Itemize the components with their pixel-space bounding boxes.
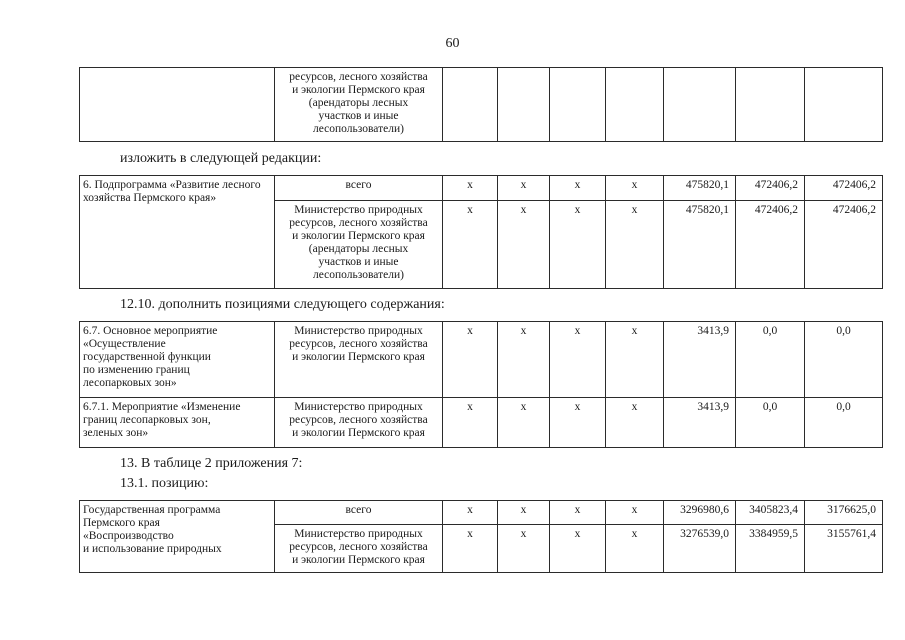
responsible-cell: ресурсов, лесного хозяйства и экологии Пермского края (арендаторы лесных участков и иные лесопользователи) bbox=[275, 68, 443, 142]
x-cell: х bbox=[550, 501, 606, 525]
responsible-cell: всего bbox=[275, 176, 443, 201]
table-measures bbox=[79, 321, 883, 448]
value-cell: 3296980,6 bbox=[664, 501, 736, 525]
table-cell bbox=[606, 68, 664, 142]
value-cell: 0,0 bbox=[736, 398, 805, 448]
value-cell: 3276539,0 bbox=[664, 525, 736, 573]
instruction-paragraph: 13. В таблице 2 приложения 7: bbox=[120, 456, 303, 471]
page-number: 60 bbox=[445, 36, 460, 51]
table-row bbox=[80, 501, 883, 525]
x-cell: х bbox=[498, 176, 550, 201]
x-cell: х bbox=[498, 398, 550, 448]
subprogram-name-cell: 6. Подпрограмма «Развитие лесного хозяйства Пермского края» bbox=[80, 176, 275, 289]
responsible-cell: Министерство природных ресурсов, лесного хозяйства и экологии Пермского края bbox=[275, 322, 443, 398]
x-cell: х bbox=[443, 322, 498, 398]
instruction-paragraph: 13.1. позицию: bbox=[120, 476, 209, 491]
value-cell: 472406,2 bbox=[736, 201, 805, 289]
value-cell: 472406,2 bbox=[805, 176, 883, 201]
instruction-paragraph: 12.10. дополнить позициями следующего содержания: bbox=[120, 297, 445, 312]
value-cell: 3405823,4 bbox=[736, 501, 805, 525]
table-row bbox=[80, 322, 883, 398]
table-row bbox=[80, 398, 883, 448]
x-cell: х bbox=[606, 525, 664, 573]
instruction-paragraph: изложить в следующей редакции: bbox=[120, 151, 322, 166]
responsible-cell: Министерство природных ресурсов, лесного хозяйства и экологии Пермского края (арендаторы лесных участков и иные лесопользователи) bbox=[275, 201, 443, 289]
x-cell: х bbox=[606, 322, 664, 398]
value-cell: 0,0 bbox=[805, 322, 883, 398]
table-row bbox=[80, 176, 883, 201]
x-cell: х bbox=[550, 525, 606, 573]
table-cell bbox=[805, 68, 883, 142]
value-cell: 0,0 bbox=[736, 322, 805, 398]
table-cell bbox=[443, 68, 498, 142]
program-name-cell: Государственная программа Пермского края «Воспроизводство и использование природных bbox=[80, 501, 275, 573]
table-subprogram bbox=[79, 175, 883, 289]
table-cell bbox=[80, 68, 275, 142]
x-cell: х bbox=[498, 525, 550, 573]
x-cell: х bbox=[606, 176, 664, 201]
measure-name-cell: 6.7. Основное мероприятие «Осуществление государственной функции по изменению границ лесопарковых зон» bbox=[80, 322, 275, 398]
table-program bbox=[79, 500, 883, 573]
table-previous-tail bbox=[79, 67, 883, 142]
value-cell: 3384959,5 bbox=[736, 525, 805, 573]
value-cell: 3413,9 bbox=[664, 398, 736, 448]
x-cell: х bbox=[498, 501, 550, 525]
x-cell: х bbox=[498, 322, 550, 398]
value-cell: 3176625,0 bbox=[805, 501, 883, 525]
table-cell bbox=[550, 68, 606, 142]
responsible-cell: всего bbox=[275, 501, 443, 525]
value-cell: 475820,1 bbox=[664, 176, 736, 201]
x-cell: х bbox=[443, 501, 498, 525]
responsible-cell: Министерство природных ресурсов, лесного хозяйства и экологии Пермского края bbox=[275, 525, 443, 573]
x-cell: х bbox=[443, 525, 498, 573]
value-cell: 3413,9 bbox=[664, 322, 736, 398]
responsible-cell: Министерство природных ресурсов, лесного хозяйства и экологии Пермского края bbox=[275, 398, 443, 448]
x-cell: х bbox=[443, 398, 498, 448]
x-cell: х bbox=[550, 201, 606, 289]
table-cell bbox=[498, 68, 550, 142]
x-cell: х bbox=[606, 201, 664, 289]
x-cell: х bbox=[550, 176, 606, 201]
x-cell: х bbox=[443, 201, 498, 289]
x-cell: х bbox=[550, 398, 606, 448]
value-cell: 0,0 bbox=[805, 398, 883, 448]
x-cell: х bbox=[443, 176, 498, 201]
value-cell: 3155761,4 bbox=[805, 525, 883, 573]
x-cell: х bbox=[550, 322, 606, 398]
value-cell: 472406,2 bbox=[805, 201, 883, 289]
x-cell: х bbox=[606, 398, 664, 448]
measure-name-cell: 6.7.1. Мероприятие «Изменение границ лесопарковых зон, зеленых зон» bbox=[80, 398, 275, 448]
table-cell bbox=[664, 68, 736, 142]
x-cell: х bbox=[498, 201, 550, 289]
value-cell: 475820,1 bbox=[664, 201, 736, 289]
x-cell: х bbox=[606, 501, 664, 525]
table-cell bbox=[736, 68, 805, 142]
value-cell: 472406,2 bbox=[736, 176, 805, 201]
